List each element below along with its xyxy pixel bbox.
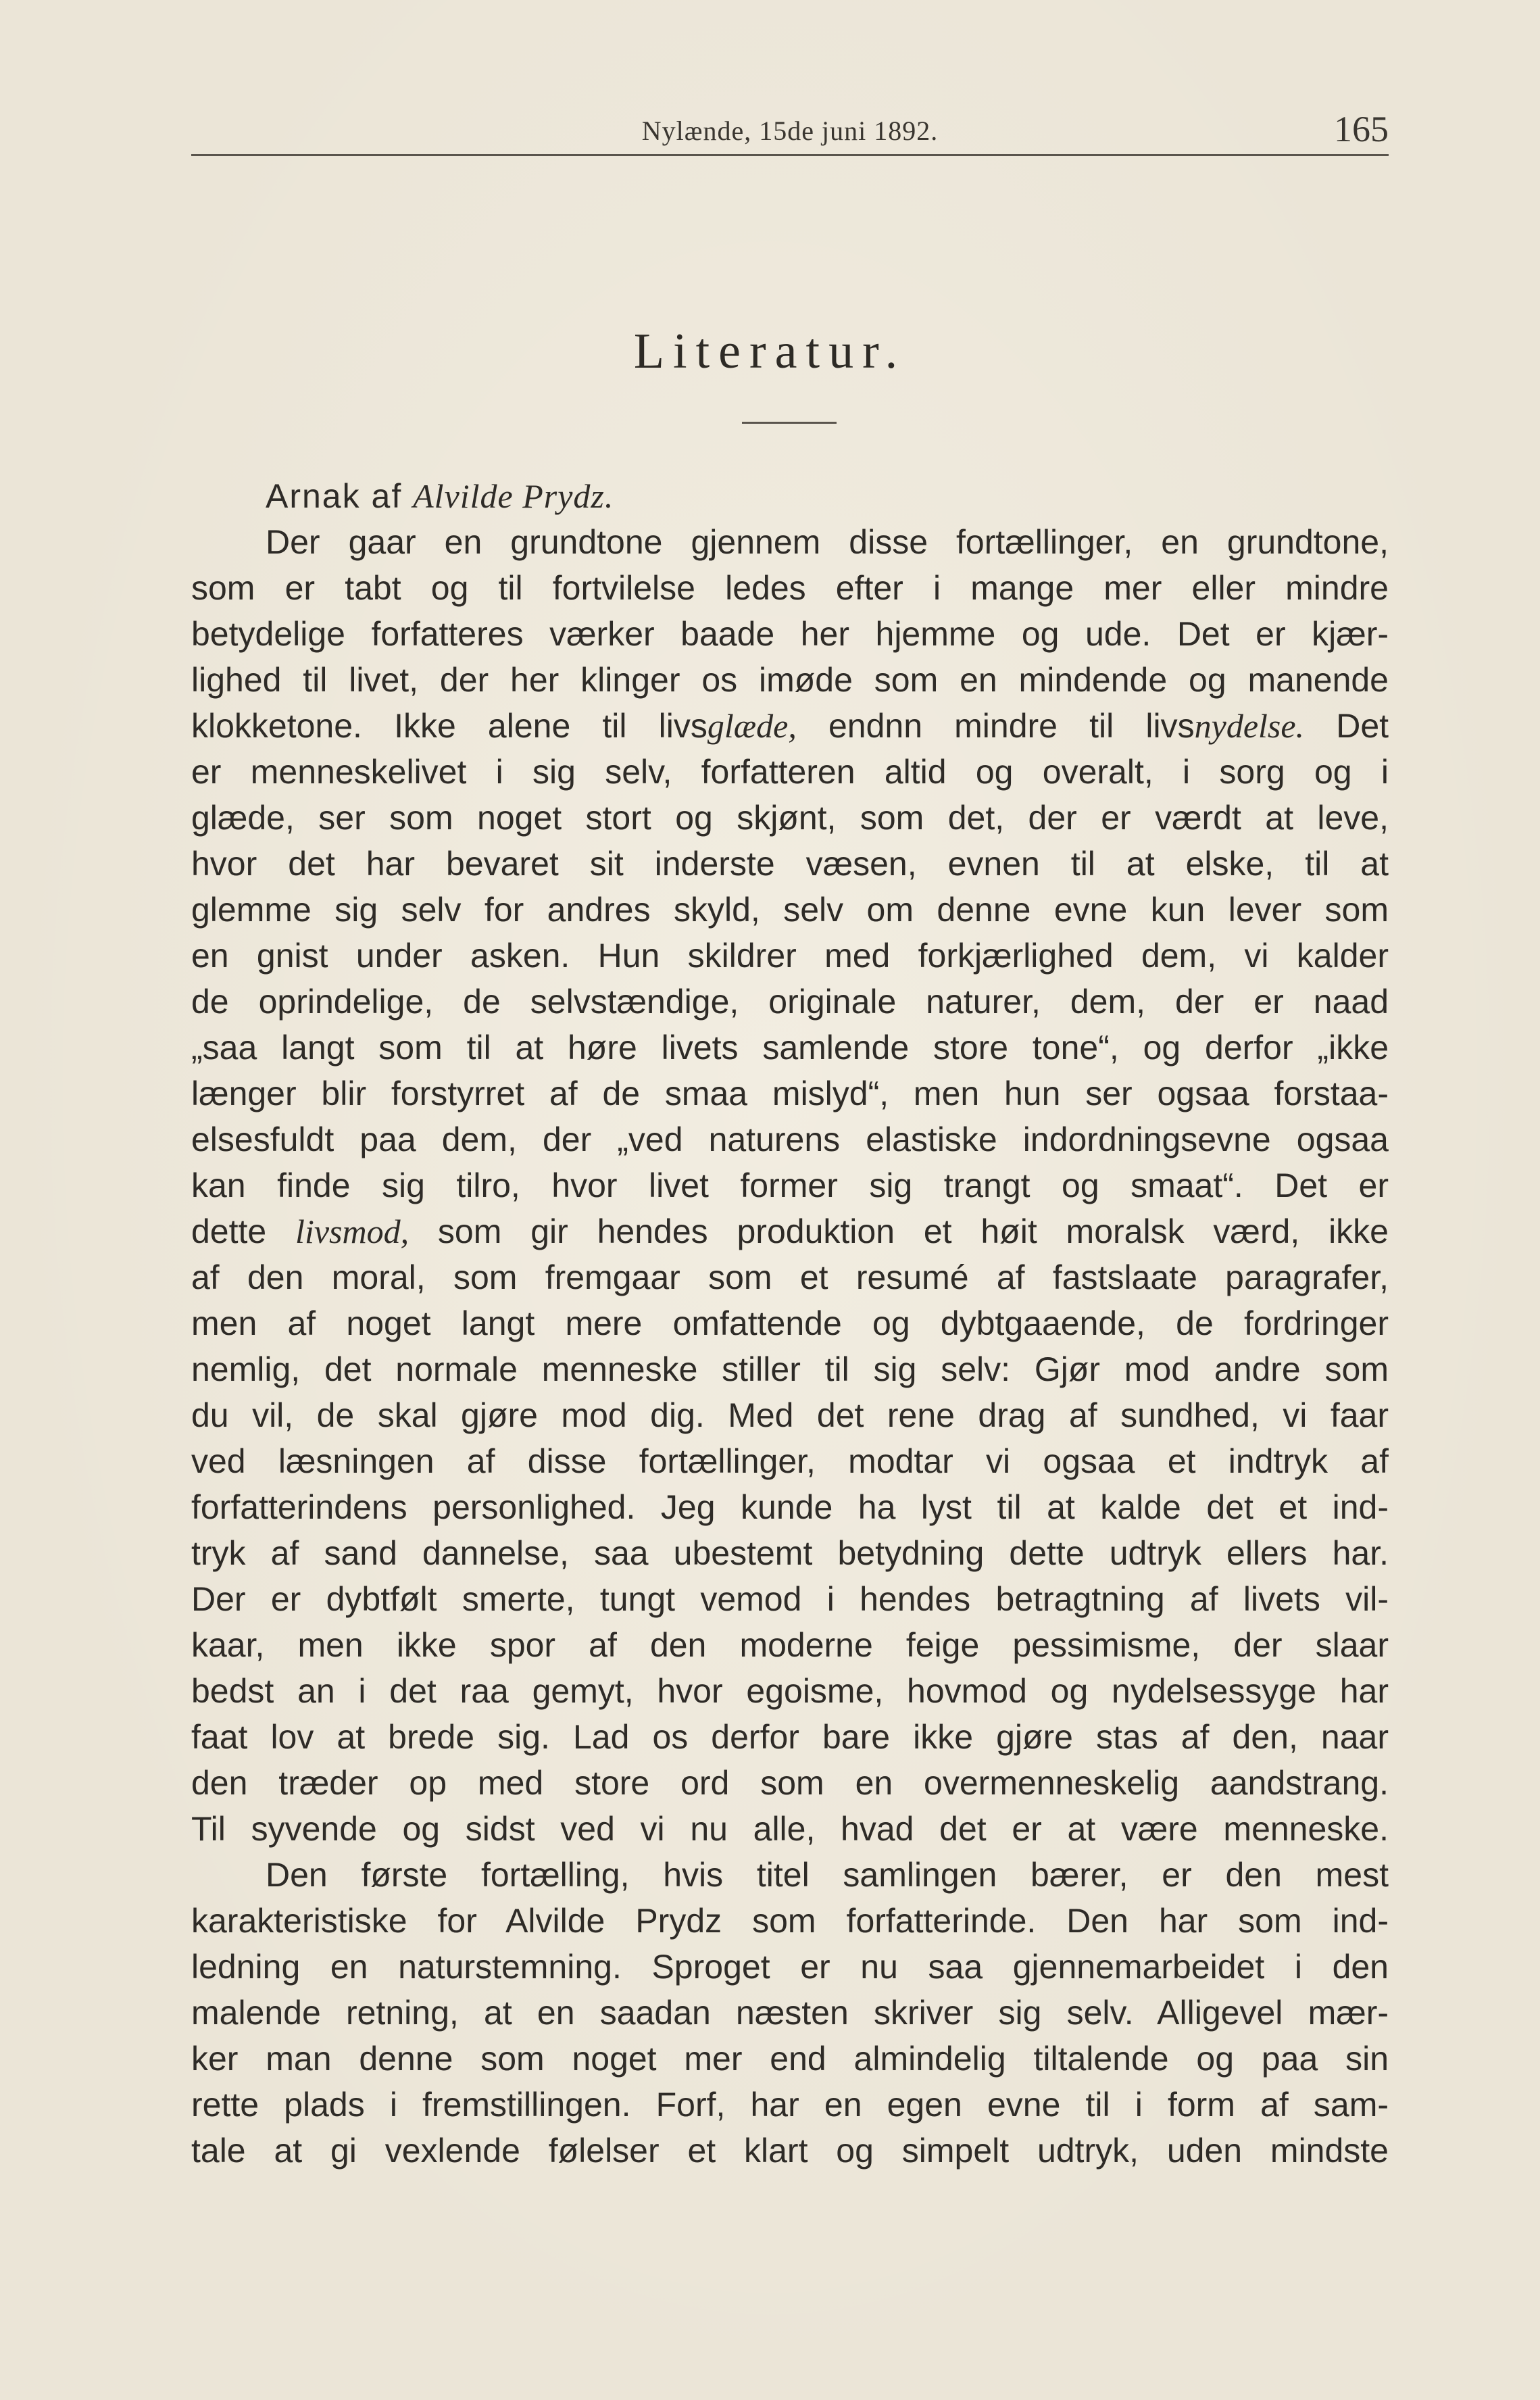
header-rule bbox=[191, 154, 1389, 156]
emphasis-livsmod: livsmod, bbox=[295, 1213, 409, 1250]
text-line: elsesfuldt paa dem, der „ved naturens elastiske indordningsevne ogsaa bbox=[191, 1121, 1389, 1158]
text-line: de oprindelige, de selvstændige, originale naturer, dem, der er naad bbox=[191, 983, 1389, 1021]
book-title: Arnak bbox=[266, 477, 361, 515]
text-line bbox=[191, 1208, 1389, 1254]
text-line: faat lov at brede sig. Lad os derfor bare ikke gjøre stas af den, naar bbox=[191, 1718, 1389, 1756]
section-title: Literatur. bbox=[633, 324, 907, 379]
running-header bbox=[191, 108, 1389, 155]
emphasis-nydelse: nydelse. bbox=[1194, 707, 1305, 745]
text-line bbox=[191, 703, 1389, 749]
text-line: forfatterindens personlighed. Jeg kunde ha lyst til at kalde det et ind- bbox=[191, 1488, 1389, 1526]
text-line: malende retning, at en saadan næsten skriver sig selv. Alligevel mær- bbox=[191, 1994, 1389, 2032]
text-line: kaar, men ikke spor af den moderne feige pessimisme, der slaar bbox=[191, 1626, 1389, 1664]
text-line: kan finde sig tilro, hvor livet former sig trangt og smaat“. Det er bbox=[191, 1167, 1389, 1204]
text-line: en gnist under asken. Hun skildrer med forkjærlighed dem, vi kalder bbox=[191, 937, 1389, 975]
text-line: er menneskelivet i sig selv, forfatteren altid og overalt, i sorg og i bbox=[191, 753, 1389, 791]
text-line: „saa langt som til at høre livets samlende store tone“, og derfor „ikke bbox=[191, 1029, 1389, 1067]
text-run: dette bbox=[191, 1213, 296, 1250]
text-run: Det bbox=[1304, 707, 1389, 745]
text-line: hvor det har bevaret sit inderste væsen, evnen til at elske, til at bbox=[191, 845, 1389, 883]
text-line: Der er dybtfølt smerte, tungt vemod i hendes betragtning af livets vil- bbox=[191, 1580, 1389, 1618]
text-line: tryk af sand dannelse, saa ubestemt betydning dette udtryk ellers har. bbox=[191, 1534, 1389, 1572]
book-author: Alvilde Prydz. bbox=[413, 477, 614, 515]
text-line: ledning en naturstemning. Sproget er nu saa gjennemarbeidet i den bbox=[191, 1948, 1389, 1986]
text-line: som er tabt og til fortvilelse ledes efter i mange mer eller mindre bbox=[191, 569, 1389, 607]
book-heading bbox=[191, 473, 1389, 519]
running-title: Nylænde, 15de juni 1892. bbox=[641, 116, 939, 146]
text-line: bedst an i det raa gemyt, hvor egoisme, hovmod og nydelsessyge har bbox=[191, 1672, 1389, 1710]
title-rule bbox=[742, 422, 837, 424]
text-line: Der gaar en grundtone gjennem disse fortællinger, en grundtone, bbox=[266, 523, 1389, 561]
text-line: nemlig, det normale menneske stiller til sig selv: Gjør mod andre som bbox=[191, 1350, 1389, 1388]
text-line: Den første fortælling, hvis titel samlingen bærer, er den mest bbox=[266, 1856, 1389, 1894]
text-line: ker man denne som noget mer end almindelig tiltalende og paa sin bbox=[191, 2040, 1389, 2078]
text-line: længer blir forstyrret af de smaa mislyd“, men hun ser ogsaa forstaa- bbox=[191, 1075, 1389, 1112]
text-line: glemme sig selv for andres skyld, selv om denne evne kun lever som bbox=[191, 891, 1389, 929]
emphasis-glaede: glæde, bbox=[707, 707, 797, 745]
text-line: du vil, de skal gjøre mod dig. Med det rene drag af sundhed, vi faar bbox=[191, 1396, 1389, 1434]
text-run: klokketone. Ikke alene til livs bbox=[191, 707, 707, 745]
page-number: 165 bbox=[1334, 109, 1389, 149]
text-line: men af noget langt mere omfattende og dybtgaaende, de fordringer bbox=[191, 1304, 1389, 1342]
text-line: ved læsningen af disse fortællinger, modtar vi ogsaa et indtryk af bbox=[191, 1442, 1389, 1480]
text-line: lighed til livet, der her klinger os imøde som en mindende og manende bbox=[191, 661, 1389, 699]
text-line: rette plads i fremstillingen. Forf, har en egen evne til i form af sam- bbox=[191, 2086, 1389, 2124]
text-line: Til syvende og sidst ved vi nu alle, hvad det er at være menneske. bbox=[191, 1810, 1389, 1848]
text-line: den træder op med store ord som en overmenneskelig aandstrang. bbox=[191, 1764, 1389, 1802]
book-by: af bbox=[371, 477, 403, 515]
text-line: tale at gi vexlende følelser et klart og simpelt udtryk, uden mindste bbox=[191, 2132, 1389, 2170]
text-line: glæde, ser som noget stort og skjønt, som det, der er værdt at leve, bbox=[191, 799, 1389, 837]
review-text bbox=[191, 473, 1389, 2174]
text-run: som gir hendes produktion et høit moralsk værd, ikke bbox=[409, 1213, 1389, 1250]
text-line: af den moral, som fremgaar som et resumé af fastslaate paragrafer, bbox=[191, 1258, 1389, 1296]
text-run: endnn mindre til livs bbox=[796, 707, 1195, 745]
text-line: karakteristiske for Alvilde Prydz som forfatterinde. Den har som ind- bbox=[191, 1902, 1389, 1940]
text-line: betydelige forfatteres værker baade her hjemme og ude. Det er kjær- bbox=[191, 615, 1389, 653]
